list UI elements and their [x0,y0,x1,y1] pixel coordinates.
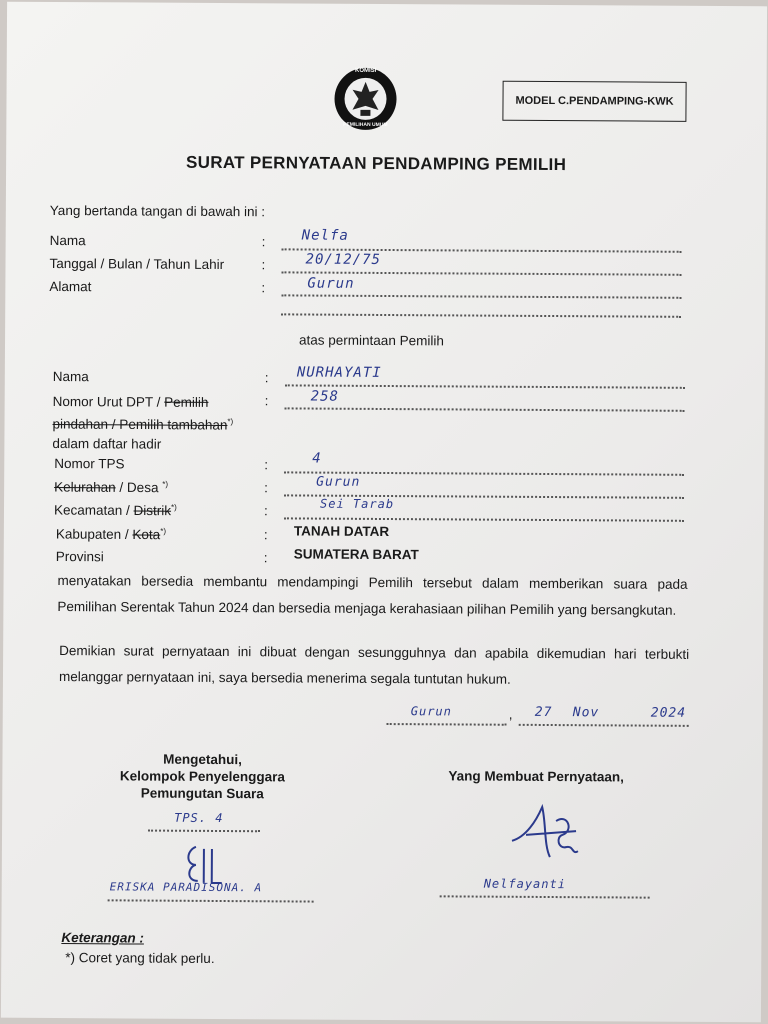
fill-line [108,898,314,902]
intro-text: Yang bertanda tangan di bawah ini : [49,202,266,220]
voter-kab-label [56,526,166,542]
desa-label-part: / Desa [115,479,163,496]
colon: : [261,234,266,250]
voter-tps-label: Nomor TPS [54,455,125,472]
document-paper [1,2,767,1023]
statement-paragraph-2: Demikian surat pernyataan ini dibuat dengan sesungguhnya dan apabila dikemudian hari terbukti melanggar pernyataan ini, saya bersedia menerima segala tuntutan hukum. [58,643,690,687]
left-sign-line: Kelompok Penyelenggara [119,768,285,785]
model-code-box [502,81,686,122]
fill-line [148,829,260,833]
fill-line [440,894,650,898]
voter-kab-value: TANAH DATAR [293,523,390,540]
fill-line [281,312,681,317]
colon: : [264,457,269,473]
dpt-label-strike: pindahan / Pemilih tambahan [52,416,228,433]
colon: : [264,370,269,386]
tps-value: TPS. 4 [174,810,224,826]
footnote-mark: *) [171,502,177,512]
left-sign-line: Mengetahui, [163,751,242,768]
left-sign-name: ERISKA PARADISONA. A [109,880,263,895]
desa-label-strike: Kelurahan [54,479,116,495]
dpt-label-part: dalam daftar hadir [52,435,162,452]
companion-dob-label: Tanggal / Bulan / Tahun Lahir [49,255,225,273]
colon: : [263,527,268,543]
statement-paragraph-1: menyatakan bersedia membantu mendampingi Pemilih tersebut dalam memberikan suara pada Pemilihan Serentak Tahun 2024 dan bersedia menjaga kerahasiaan pilihan Pemilih yang bersangkutan. [57,573,688,618]
fill-line [285,406,685,411]
fill-line [285,383,685,388]
voter-prov-label: Provinsi [55,548,104,565]
kab-label-strike: Kota [132,526,161,543]
voter-prov-value: SUMATERA BARAT [293,546,419,563]
kec-label-strike: Distrik [133,502,172,519]
colon: : [261,280,266,296]
kec-label-part: Kecamatan / [53,502,134,518]
voter-dpt-value: 258 [310,388,340,405]
footnote-mark: *) [162,479,169,489]
date-month: Nov [572,705,600,721]
document-title: SURAT PERNYATAAN PENDAMPING PEMILIH [186,152,567,175]
fill-line [284,516,684,521]
footnote-mark: *) [227,417,234,427]
colon: : [263,550,268,566]
right-sign-name: Nelfayanti [483,876,567,892]
logo-bottom-text: PEMILIHAN UMUM [343,121,388,129]
kab-label-part: Kabupaten / [55,526,133,542]
fill-line [281,293,681,298]
left-sign-line: Pemungutan Suara [140,785,264,802]
left-sign-heading [102,750,302,802]
colon: : [263,503,268,519]
date-year: 2024 [650,705,687,721]
footnote-mark: *) [160,526,167,536]
companion-address-value: Gurun [307,275,355,292]
request-text: atas permintaan Pemilih [299,332,444,349]
voter-desa-value: Gurun [316,474,361,490]
fill-line [519,723,689,727]
fill-line [387,722,507,726]
companion-name-value: Nelfa [301,227,349,244]
right-signature [506,801,586,865]
voter-dpt-label [52,392,233,454]
place-comma: , [508,706,513,722]
companion-name-label: Nama [49,232,86,249]
colon: : [264,393,269,409]
voter-name-label: Nama [52,368,89,385]
colon: : [264,480,268,496]
dpt-label-strike: Pemilih [164,394,209,410]
voter-name-value: NURHAYATI [296,364,382,381]
dpt-label-part: Nomor Urut DPT / [52,393,165,410]
companion-dob-value: 20/12/75 [305,251,382,268]
date-day: 27 [534,704,553,721]
model-code: MODEL C.PENDAMPING-KWK [515,94,674,108]
colon: : [261,257,266,273]
logo-top-text: KOMISI [355,67,377,74]
companion-address-label: Alamat [49,278,92,295]
voter-kec-value: Sei Tarab [320,496,395,512]
voter-kec-label [54,502,177,518]
notes-heading: Keterangan : [61,930,144,946]
right-sign-heading: Yang Membuat Pernyataan, [448,768,624,785]
notes-item: *) Coret yang tidak perlu. [65,950,215,966]
place-value: Gurun [410,704,452,719]
voter-tps-value: 4 [312,450,322,467]
voter-desa-label [54,479,168,495]
kpu-logo [332,66,398,132]
